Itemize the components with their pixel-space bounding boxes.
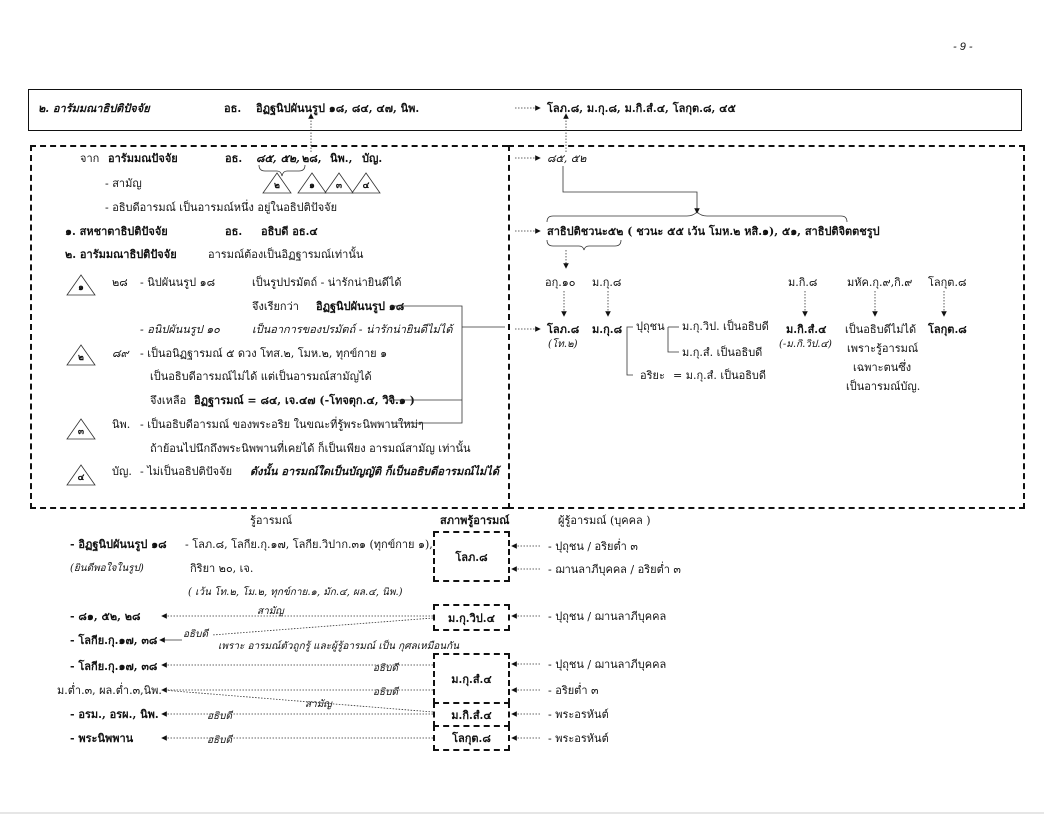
known-item: - พระนิพพาน [70,732,134,745]
triangle-marker-4 [66,464,96,486]
column-note: (-ม.กิ.วิป.๔) [779,339,832,350]
header-known: รู้อารมณ์ [250,514,293,527]
state-label: ม.กิ.สํ.๔ [451,708,492,722]
triangle-marker-1 [297,172,327,194]
triangle-marker-2 [262,172,292,194]
state-label: โลกุต.๘ [452,732,491,745]
known-item: ม.ต่ำ.๓, ผล.ต่ำ.๓,นิพ. [57,684,162,697]
puthujjana-label: ปุถุชน [636,320,665,333]
known-item: - ๘๑, ๕๒, ๒๘ [70,610,141,623]
triangle-label: ๓ [335,181,343,191]
section-line-prefix: จึงเหลือ [150,394,187,407]
knower-item: - พระอรหันต์ [548,708,609,721]
column-top: ม.กุ.๘ [592,276,622,289]
ittha-desc: กิริยา ๒๐, เจ. [190,562,254,575]
section-line: ถ้าย้อนไปนึกถึงพระนิพพานที่เคยได้ ก็เป็นเพียง อารมณ์สามัญ เท่านั้น [150,442,471,455]
header-knower: ผู้รู้อารมณ์ (บุคคล ) [558,514,651,527]
section-line: - ไม่เป็นอธิปติปัจจัย [140,465,233,478]
ittha-title: - อิฏฐนิปผันนรูป ๑๘ [70,538,167,551]
triangle-marker-4 [351,172,381,194]
known-item: - โลกีย.กุ.๑๗, ๓๘ [70,660,158,673]
knower-item: - อริยต่ำ ๓ [548,684,599,697]
arammana-note: อารมณ์ต้องเป็นอิฏฐารมณ์เท่านั้น [208,248,364,261]
adhipati-note: - อธิบดีอารมณ์ เป็นอารมณ์หนึ่ง อยู่ในอธิปติปัจจัย [105,201,338,214]
column-top: ม.กิ.๘ [788,276,818,289]
column-bottom-line: เป็นอธิบดีไม่ได้ [845,323,917,336]
page-number: - 9 - [953,41,973,53]
header-items: อิฏฐนิปผันนรูป ๑๘, ๘๔, ๔๗, นิพ. [256,102,420,115]
column-bottom: โลภ.๘ [547,323,580,336]
ariya-label: อริยะ [640,369,665,382]
sahajata-abbr: อธ. [225,225,243,238]
from-item-1: ๘๕, ๕๒, [256,152,300,165]
header-box [28,89,1022,131]
from-item-4: บัญ. [362,152,383,165]
column-bottom-line: เป็นอารมณ์บัญ. [846,380,921,393]
arammana-title: ๒. อารัมมณาธิปติปัจจัย [65,248,177,261]
section-line: เป็นอธิบดีอารมณ์ไม่ได้ แต่เป็นอารมณ์สามัญได้ [150,370,372,383]
triangle-marker-3 [66,418,96,440]
state-box [433,702,510,727]
because-note: เพราะ อารมณ์ตัวถูกรู้ และผู้รู้อารมณ์ เป็น กุศลเหมือนกัน [218,641,460,652]
right-top-item: ๘๕, ๕๒ [547,152,587,165]
triangle-label: ๔ [77,473,85,483]
section-line-bold: อิฏฐนิปผันนรูป ๑๘ [316,300,405,313]
triangle-marker-1 [66,274,96,296]
header-title: ๒. อารัมมณาธิปติปัจจัย [38,102,150,115]
column-bottom-line: เฉพาะตนซึ่ง [853,361,912,374]
edge-label-adhipati: อธิบดี [370,686,401,700]
sahajata-title: ๑. สหชาตาธิปติปัจจัย [65,225,168,238]
section-line: - เป็นอธิบดีอารมณ์ ของพระอริย ในขณะที่รู้พระนิพพานใหม่ๆ [140,418,424,431]
knower-item: - พระอรหันต์ [548,732,609,745]
column-note: (โท.๒) [548,339,578,350]
column-top: โลกุต.๘ [928,276,967,289]
state-box [433,604,510,631]
section-line: - นิปผันนรูป ๑๘ [140,276,216,289]
from-abbr: อธ. [225,152,243,165]
column-bottom: ม.กุ.๘ [592,323,623,336]
edge-label-adhipati: อธิบดี [180,628,211,642]
section-line: - อนิปผันนรูป ๑๐ [140,323,220,336]
triangle-marker-2 [66,344,96,366]
section-line-prefix: จึงเรียกว่า [252,300,299,313]
edge-label-samanya: สามัญ [254,605,287,619]
ittha-sub: (ยินดีพอใจในรูป) [70,563,144,574]
state-box [433,531,510,582]
column-bottom: โลกุต.๘ [928,323,967,336]
edge-label-samanya: สามัญ [302,698,335,712]
triangle-label: ๒ [274,181,280,191]
sahajata-value: อธิบดี อธ.๔ [261,225,318,238]
state-box [433,725,510,751]
section-line-emphasis: ดังนั้น อารมณ์ใดเป็นบัญญัติ ก็เป็นอธิบดีอารมณ์ไม่ได้ [250,465,499,478]
state-label: ม.กุ.สํ.๔ [451,672,492,686]
right-main-line: สาธิปติชวนะ๕๒ ( ชวนะ ๕๕ เว้น โมห.๒ หสิ.๑), ๕๑, สาธิปติจิตตชรูป [547,225,880,238]
section-code: ๒๘ [112,276,128,289]
ittha-desc: - โลภ.๘, โลกีย.กุ.๑๗, โลกีย.วิปาก.๓๑ (ทุกข์กาย ๑), [185,538,433,551]
knower-item: - ปุถุชน / อริยต่ำ ๓ [548,540,638,553]
header-result: โลภ.๘, ม.กุ.๘, ม.กิ.สํ.๔, โลกุต.๘, ๔๕ [547,102,736,115]
known-item: - อรม., อรผ., นิพ. [70,708,159,721]
section-line: เป็นอาการของปรมัตถ์ - น่ารักน่ายินดีไม่ได้ [252,323,453,336]
section-line: เป็นรูปปรมัตถ์ - น่ารักน่ายินดีได้ [252,276,402,289]
section-code: นิพ. [112,418,131,431]
from-item-3: นิพ., [330,152,353,165]
triangle-label: ๑ [309,181,315,191]
edge-label-adhipati: อธิบดี [204,710,235,724]
triangle-label: ๑ [78,283,84,293]
column-top: อกุ.๑๐ [545,276,576,289]
from-label: จาก [80,152,100,165]
samanya-label: - สามัญ [105,177,142,190]
state-label: ม.กุ.วิป.๔ [448,611,495,625]
triangle-label: ๔ [362,181,370,191]
state-label: โลภ.๘ [455,550,488,564]
section-code: ๘๙ [112,347,129,360]
known-item: - โลกีย.กุ.๑๗, ๓๘ [70,634,158,647]
section-line-bold: อิฏฐารมณ์ = ๘๔, เจ.๔๗ (-โทจตุก.๔, วิจิ.๑ ) [194,394,415,407]
branch-label: ม.กุ.สํ. เป็นอธิบดี [682,346,763,359]
branch-label: = ม.กุ.สํ. เป็นอธิบดี [673,369,767,382]
column-top: มหัค.กุ.๙,กิ.๙ [847,276,913,289]
column-bottom-line: เพราะรู้อารมณ์ [847,342,919,355]
header-abbr: อธ. [224,102,242,115]
header-state: สภาพรู้อารมณ์ [440,514,510,527]
from-item-2: ๒๘, [302,152,322,165]
knower-item: - ปุถุชน / ฌานลาภีบุคคล [548,658,667,671]
triangle-marker-3 [324,172,354,194]
section-code: บัญ. [112,465,132,478]
triangle-label: ๒ [78,353,84,363]
knower-item: - ปุถุชน / ฌานลาภีบุคคล [548,610,667,623]
edge-label-adhipati: อธิบดี [204,734,235,748]
branch-label: ม.กุ.วิป. เป็นอธิบดี [682,320,769,333]
ittha-desc: ( เว้น โท.๒, โม.๒, ทุกข์กาย.๑, มัก.๔, ผล.๔, นิพ.) [188,587,403,598]
edge-label-adhipati: อธิบดี [370,662,401,676]
from-title: อารัมมณปัจจัย [108,152,178,165]
column-bottom: ม.กิ.สํ.๔ [786,323,827,336]
section-line: - เป็นอนิฏฐารมณ์ ๕ ดวง โทส.๒, โมห.๒, ทุกข์กาย ๑ [140,347,388,360]
knower-item: - ฌานลาภีบุคคล / อริยต่ำ ๓ [548,563,681,576]
state-box [433,653,510,704]
triangle-label: ๓ [77,427,85,437]
